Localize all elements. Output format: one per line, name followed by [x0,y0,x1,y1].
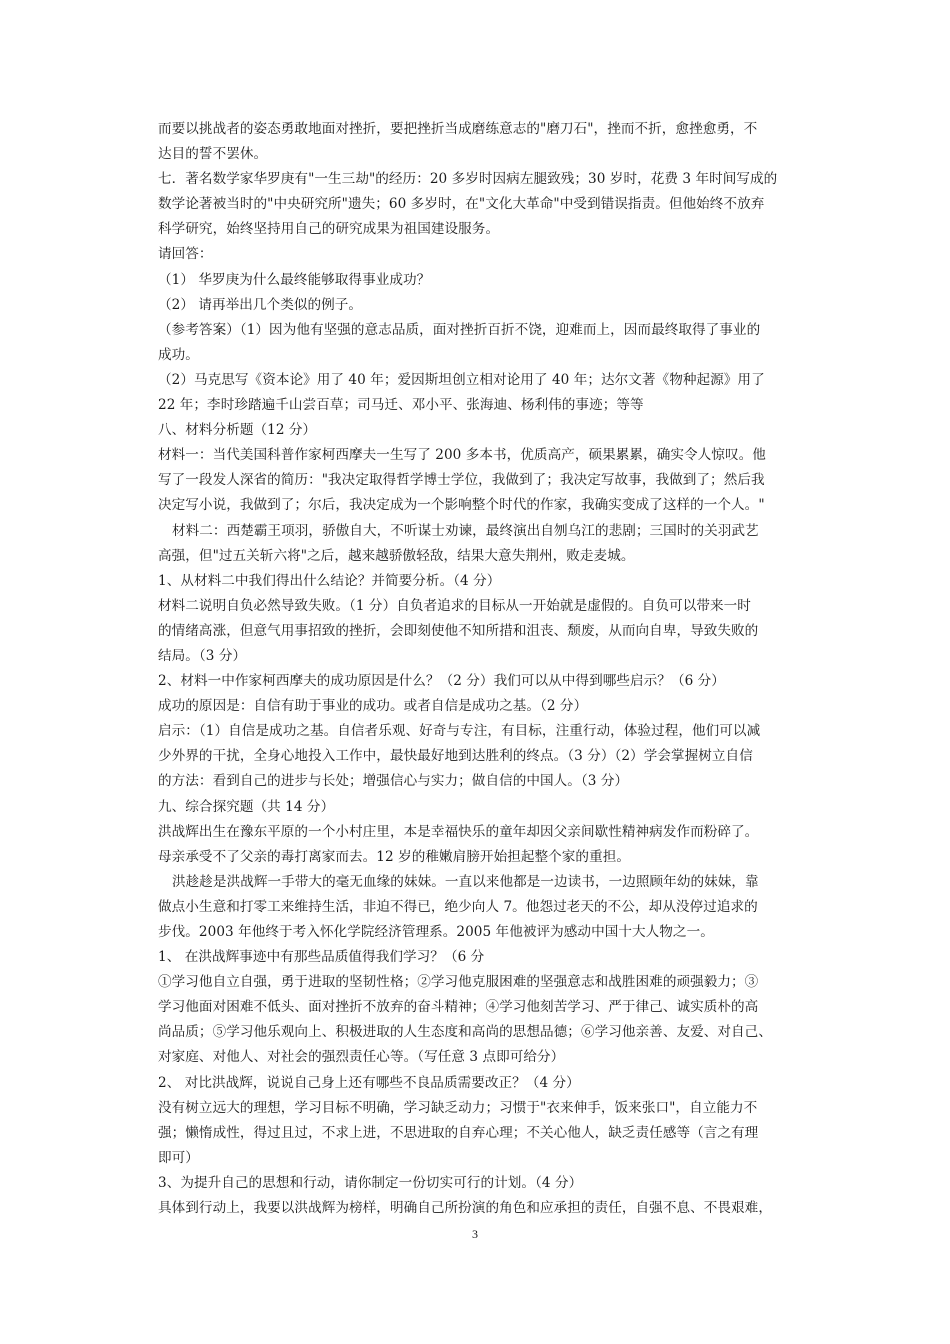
text-line: 1、从材料二中我们得出什么结论？并简要分析。（4 分） [158,572,501,589]
text-line: 母亲承受不了父亲的毒打离家而去。12 岁的稚嫩肩膀开始担起整个家的重担。 [158,848,631,865]
text-line: 学习他面对困难不低头、面对挫折不放弃的奋斗精神；④学习他刻苦学习、严于律己、诚实质朴的高 [158,999,759,1016]
text-line: 八、材料分析题（12 分） [158,422,317,439]
text-line: 九、综合探究题（共 14 分） [158,798,335,815]
text-line: 的方法：看到自己的进步与长处；增强信心与实力；做自信的中国人。（3 分） [158,773,629,790]
text-line: 结局。（3 分） [158,647,247,664]
text-line: 材料一：当代美国科普作家柯西摩夫一生写了 200 多本书，优质高产，硕果累累，确实令人惊叹。他 [158,447,766,464]
text-line: 科学研究，始终坚持用自己的研究成果为祖国建设服务。 [158,221,500,238]
text-line: 达目的誓不罢休。 [158,146,268,163]
text-line: 具体到行动上，我要以洪战辉为榜样，明确自己所扮演的角色和应承担的责任，自强不息、不畏艰难， [158,1200,772,1217]
text-line: 没有树立远大的理想，学习目标不明确，学习缺乏动力；习惯于"衣来伸手，饭来张口"，自立能力不 [158,1099,758,1116]
text-line: 写了一段发人深省的简历："我决定取得哲学博士学位，我做到了；我决定写故事，我做到了；然后我 [158,472,765,489]
document-body [158,117,798,1221]
text-line: 请回答： [158,246,213,263]
text-line: 成功。 [158,346,199,363]
text-line: （参考答案）（1）因为他有坚强的意志品质，面对挫折百折不饶，迎难而上，因而最终取得了事业的 [158,321,761,338]
text-line: 材料二说明自负必然导致失败。（1 分）自负者追求的目标从一开始就是虚假的。自负可以带来一时 [158,597,751,614]
text-line: 步伐。2003 年他终于考入怀化学院经济管理系。2005 年他被评为感动中国十大人物之一。 [158,924,714,940]
text-line: ①学习他自立自强，勇于进取的坚韧性格；②学习他克服困难的坚强意志和战胜困难的顽强毅力；③ [158,974,759,991]
text-line: 的情绪高涨，但意气用事招致的挫折，会即刻使他不知所措和沮丧、颓废，从而向自卑，导致失败的 [158,622,759,639]
text-line: 做点小生意和打零工来维持生活，非迫不得已，绝少向人 7。他怨过老天的不公，却从没停过追求的 [158,898,758,915]
text-line: 数学论著被当时的"中央研究所"遗失；60 多岁时，在"文化大革命"中受到错误指责。但他始终不放弃 [158,196,765,213]
text-line: （2） 请再举出几个类似的例子。 [158,296,363,313]
text-line: 洪战辉出生在豫东平原的一个小村庄里，本是幸福快乐的童年却因父亲间歇性精神病发作而粉碎了。 [158,823,759,840]
text-line: 2、材料一中作家柯西摩夫的成功原因是什么？（2 分）我们可以从中得到哪些启示？（6 分） [158,673,725,690]
text-line: 尚品质；⑤学习他乐观向上、积极进取的人生态度和高尚的思想品德；⑥学习他亲善、友爱、对自己、 [158,1024,772,1041]
text-line: 决定写小说，我做到了；尔后，我决定成为一个影响整个时代的作家，我确实变成了这样的一个人。" [158,497,765,514]
text-line: 22 年；李时珍踏遍千山尝百草；司马迁、邓小平、张海迪、杨利伟的事迹；等等 [158,397,644,414]
text-line: 成功的原因是：自信有助于事业的成功。或者自信是成功之基。（2 分） [158,698,588,715]
text-line: 对家庭、对他人、对社会的强烈责任心等。（写任意 3 点即可给分） [158,1049,565,1066]
page-number: 3 [472,1227,478,1241]
text-line: 即可） [158,1149,199,1166]
text-line: 高强，但"过五关斩六将"之后，越来越骄傲轻敌，结果大意失荆州，败走麦城。 [158,547,635,564]
text-line: 而要以挑战者的姿态勇敢地面对挫折，要把挫折当成磨练意志的"磨刀石"，挫而不折，愈挫愈勇，不 [158,121,758,137]
text-line: （1） 华罗庚为什么最终能够取得事业成功？ [158,271,431,288]
text-line: 洪趁趁是洪战辉一手带大的毫无血缘的妹妹。一直以来他都是一边读书，一边照顾年幼的妹妹，靠 [172,873,759,890]
text-line: （2）马克思写《资本论》用了 40 年；爱因斯坦创立相对论用了 40 年；达尔文著《物种起源》用了 [158,371,765,388]
text-line: 强；懒惰成性，得过且过，不求上进，不思进取的自弃心理；不关心他人，缺乏责任感等（言之有理 [158,1124,759,1141]
text-line: 七．著名数学家华罗庚有"一生三劫"的经历：20 多岁时因病左腿致残；30 岁时，花费 3 年时间写成的 [158,171,778,188]
text-line: 材料二：西楚霸王项羽，骄傲自大，不听谋士劝谏，最终演出自刎乌江的悲剧；三国时的关羽武艺 [172,522,759,539]
text-line: 3、为提升自己的思想和行动，请你制定一份切实可行的计划。（4 分） [158,1174,583,1191]
text-line: 1、 在洪战辉事迹中有那些品质值得我们学习？（6 分 [158,949,485,966]
text-line: 少外界的干扰，全身心地投入工作中，最快最好地到达胜利的终点。（3 分）（2）学会掌握树立自信 [158,748,753,765]
text-line: 启示：（1）自信是成功之基。自信者乐观、好奇与专注，有目标，注重行动，体验过程，他们可以减 [158,723,761,740]
text-line: 2、 对比洪战辉，说说自己身上还有哪些不良品质需要改正？（4 分） [158,1074,580,1091]
